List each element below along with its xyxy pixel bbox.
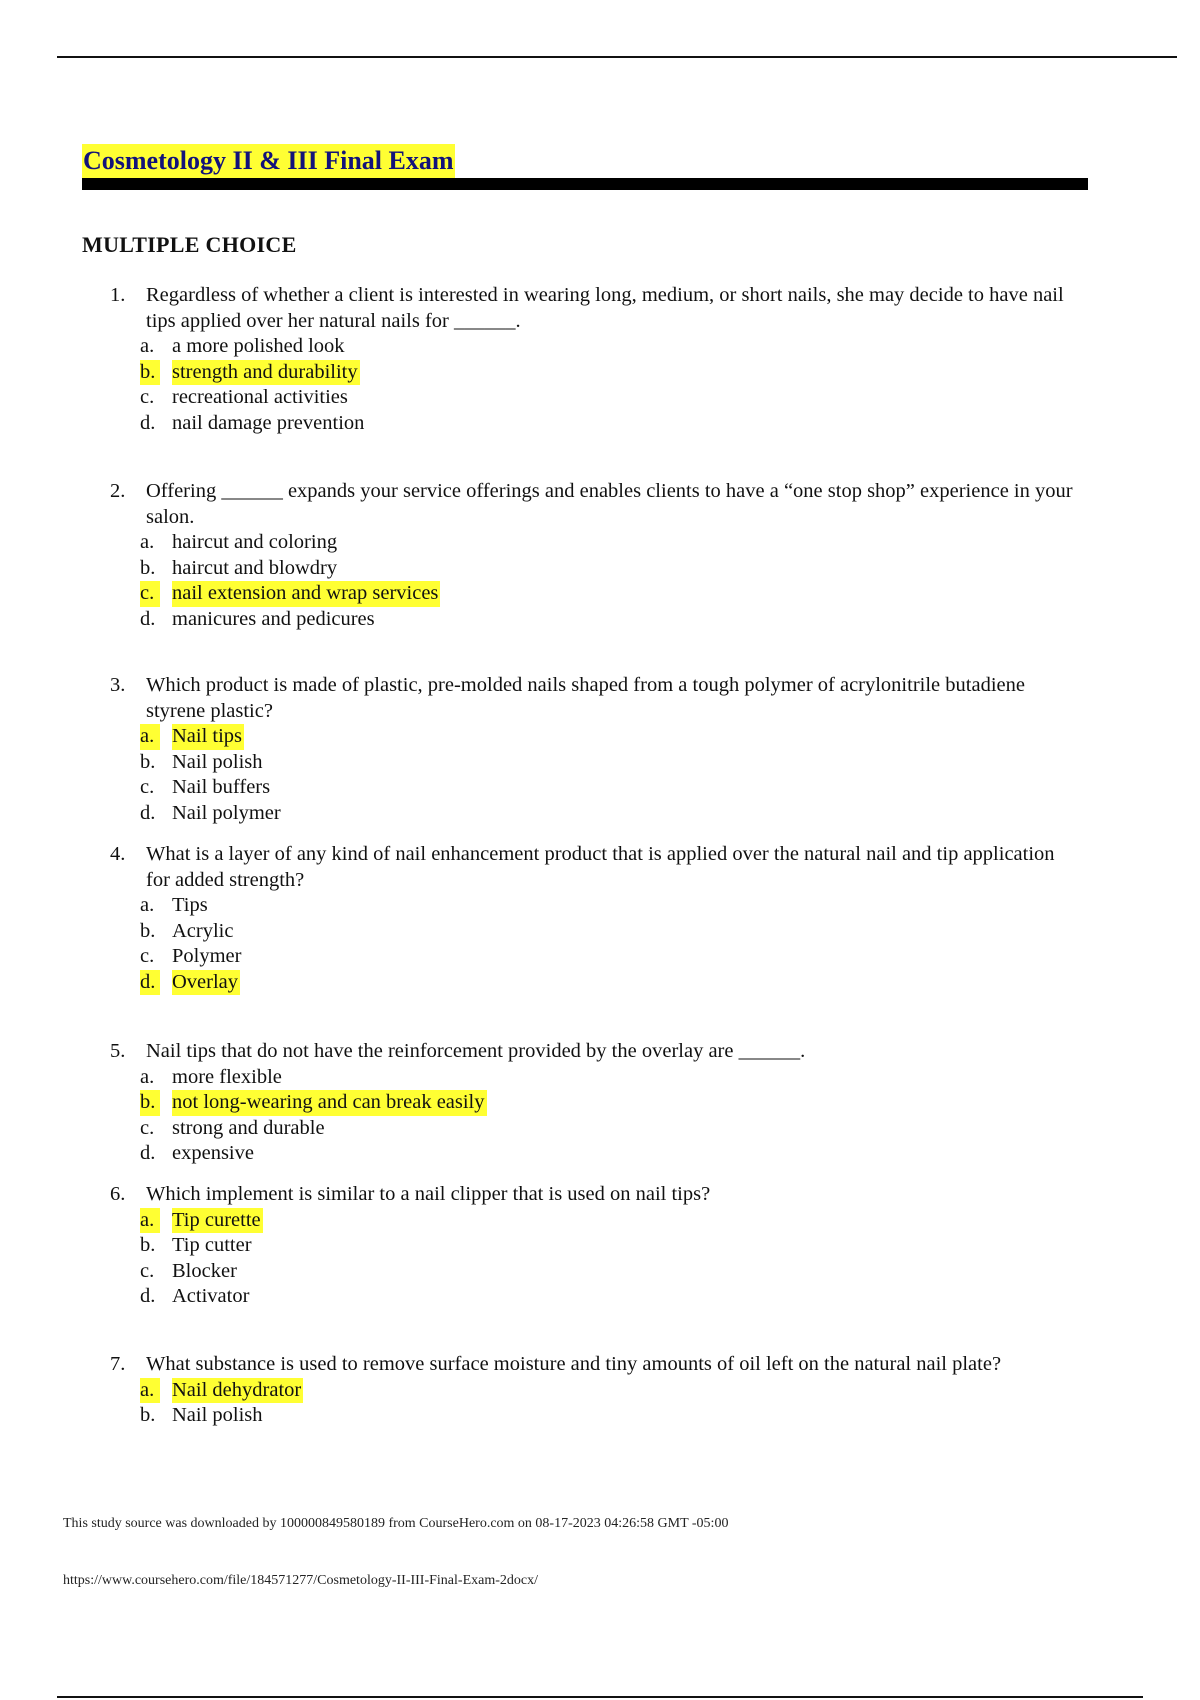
choice-b [140,919,1080,945]
choice-letter: a. [140,335,155,357]
question-1 [110,283,1080,436]
question-text: Which product is made of plastic, pre-molded nails shaped from a tough polymer of acrylonitrile butadiene styrene plastic? [146,674,1025,722]
choice-text: Nail polish [172,750,263,773]
choice-letter: d. [140,801,156,824]
choice-c [140,944,1080,970]
choice-d [140,1284,1080,1310]
choice-letter: b. [140,919,156,942]
choice-text: Nail polymer [172,801,281,824]
choice-letter: a. [140,1378,160,1404]
choice-letter: b. [140,1090,160,1116]
choice-letter: a. [140,724,160,750]
question-text: Offering ______ expands your service offerings and enables clients to have a “one stop shop” experience in your salon. [146,480,1073,528]
choice-letter: d. [140,1285,156,1307]
choice-letter: a. [140,894,155,916]
question-number: 1. [110,284,126,306]
question-4 [110,842,1080,995]
choice-c [140,1116,1080,1142]
question-5 [110,1039,1080,1167]
question-number: 4. [110,843,126,865]
choice-letter: b. [140,556,156,579]
choice-c [140,1259,1080,1285]
choice-letter: d. [140,970,160,996]
choice-d [140,607,1080,633]
bottom-rule [57,1696,1143,1698]
choice-text: Acrylic [172,919,234,942]
choice-text: Tips [172,894,208,916]
choice-text: haircut and blowdry [172,556,338,579]
section-heading: MULTIPLE CHOICE [82,232,297,257]
choice-a [140,530,1080,556]
choice-text: not long-wearing and can break easily [172,1090,487,1116]
choice-a-correct [140,1378,1080,1404]
question-text: What is a layer of any kind of nail enhancement product that is applied over the natural nail and tip application for added strength? [146,843,1055,891]
question-7 [110,1352,1080,1429]
choice-c [140,385,1080,411]
choice-text: expensive [172,1142,254,1164]
choice-letter: a. [140,531,155,553]
choice-letter: c. [140,1259,155,1282]
choice-text: nail damage prevention [172,411,365,434]
question-number: 5. [110,1040,126,1062]
choice-text: Nail tips [172,724,244,750]
choice-letter: b. [140,750,156,773]
choice-text: manicures and pedicures [172,607,375,630]
choice-text: strong and durable [172,1116,325,1139]
choice-a [140,1065,1080,1091]
choice-letter: d. [140,411,156,434]
choice-letter: d. [140,1142,156,1164]
question-2 [110,479,1080,632]
choice-a [140,334,1080,360]
page-title: Cosmetology II & III Final Exam [82,144,455,178]
question-6 [110,1182,1080,1310]
choice-d [140,411,1080,437]
choice-text: recreational activities [172,386,348,408]
choice-b [140,1233,1080,1259]
choice-letter: b. [140,360,160,386]
choice-text: haircut and coloring [172,531,338,553]
choice-text: Tip cutter [172,1234,252,1256]
choice-letter: c. [140,1116,155,1139]
question-number: 3. [110,674,126,696]
choice-b [140,1403,1080,1429]
choice-text: nail extension and wrap services [172,581,440,607]
question-number: 6. [110,1183,126,1205]
choice-text: Nail polish [172,1404,263,1426]
choice-c [140,775,1080,801]
question-text: What substance is used to remove surface moisture and tiny amounts of oil left on the natural nail plate? [146,1353,1002,1375]
choice-text: a more polished look [172,335,345,357]
question-text: Regardless of whether a client is interested in wearing long, medium, or short nails, she may decide to have nail tips applied over her natural nails for ______. [146,284,1064,332]
question-3 [110,673,1080,826]
question-text: Nail tips that do not have the reinforcement provided by the overlay are ______. [146,1040,806,1062]
question-number: 7. [110,1353,126,1375]
choice-d [140,1141,1080,1167]
title-underline-bar [82,178,1088,190]
download-source-note: This study source was downloaded by 100000849580189 from CourseHero.com on 08-17-2023 04:26:58 GMT -05:00 [63,1516,729,1531]
top-rule [57,56,1177,58]
choice-text: strength and durability [172,360,360,386]
choice-letter: d. [140,607,156,630]
choice-b-correct [140,360,1080,386]
choice-c-correct [140,581,1080,607]
choice-b-correct [140,1090,1080,1116]
choice-text: Polymer [172,945,242,967]
choice-letter: c. [140,386,155,408]
choice-text: Nail buffers [172,776,271,798]
choice-b [140,750,1080,776]
choice-a [140,893,1080,919]
choice-text: more flexible [172,1065,282,1088]
choice-letter: b. [140,1404,156,1426]
choice-text: Blocker [172,1259,237,1282]
choice-b [140,556,1080,582]
choice-a-correct [140,1208,1080,1234]
choice-letter: a. [140,1208,160,1234]
choice-d [140,801,1080,827]
choice-letter: b. [140,1234,156,1256]
question-text: Which implement is similar to a nail clipper that is used on nail tips? [146,1183,711,1205]
choice-letter: a. [140,1065,155,1088]
choice-letter: c. [140,776,155,798]
question-number: 2. [110,480,126,502]
title-block [82,144,455,178]
source-url: https://www.coursehero.com/file/184571277/Cosmetology-II-III-Final-Exam-2docx/ [63,1573,538,1588]
choice-text: Nail dehydrator [172,1378,303,1404]
choice-letter: c. [140,581,160,607]
choice-a-correct [140,724,1080,750]
choice-text: Overlay [172,970,240,996]
choice-text: Activator [172,1285,250,1307]
choice-letter: c. [140,945,155,967]
choice-text: Tip curette [172,1208,263,1234]
choice-d-correct [140,970,1080,996]
